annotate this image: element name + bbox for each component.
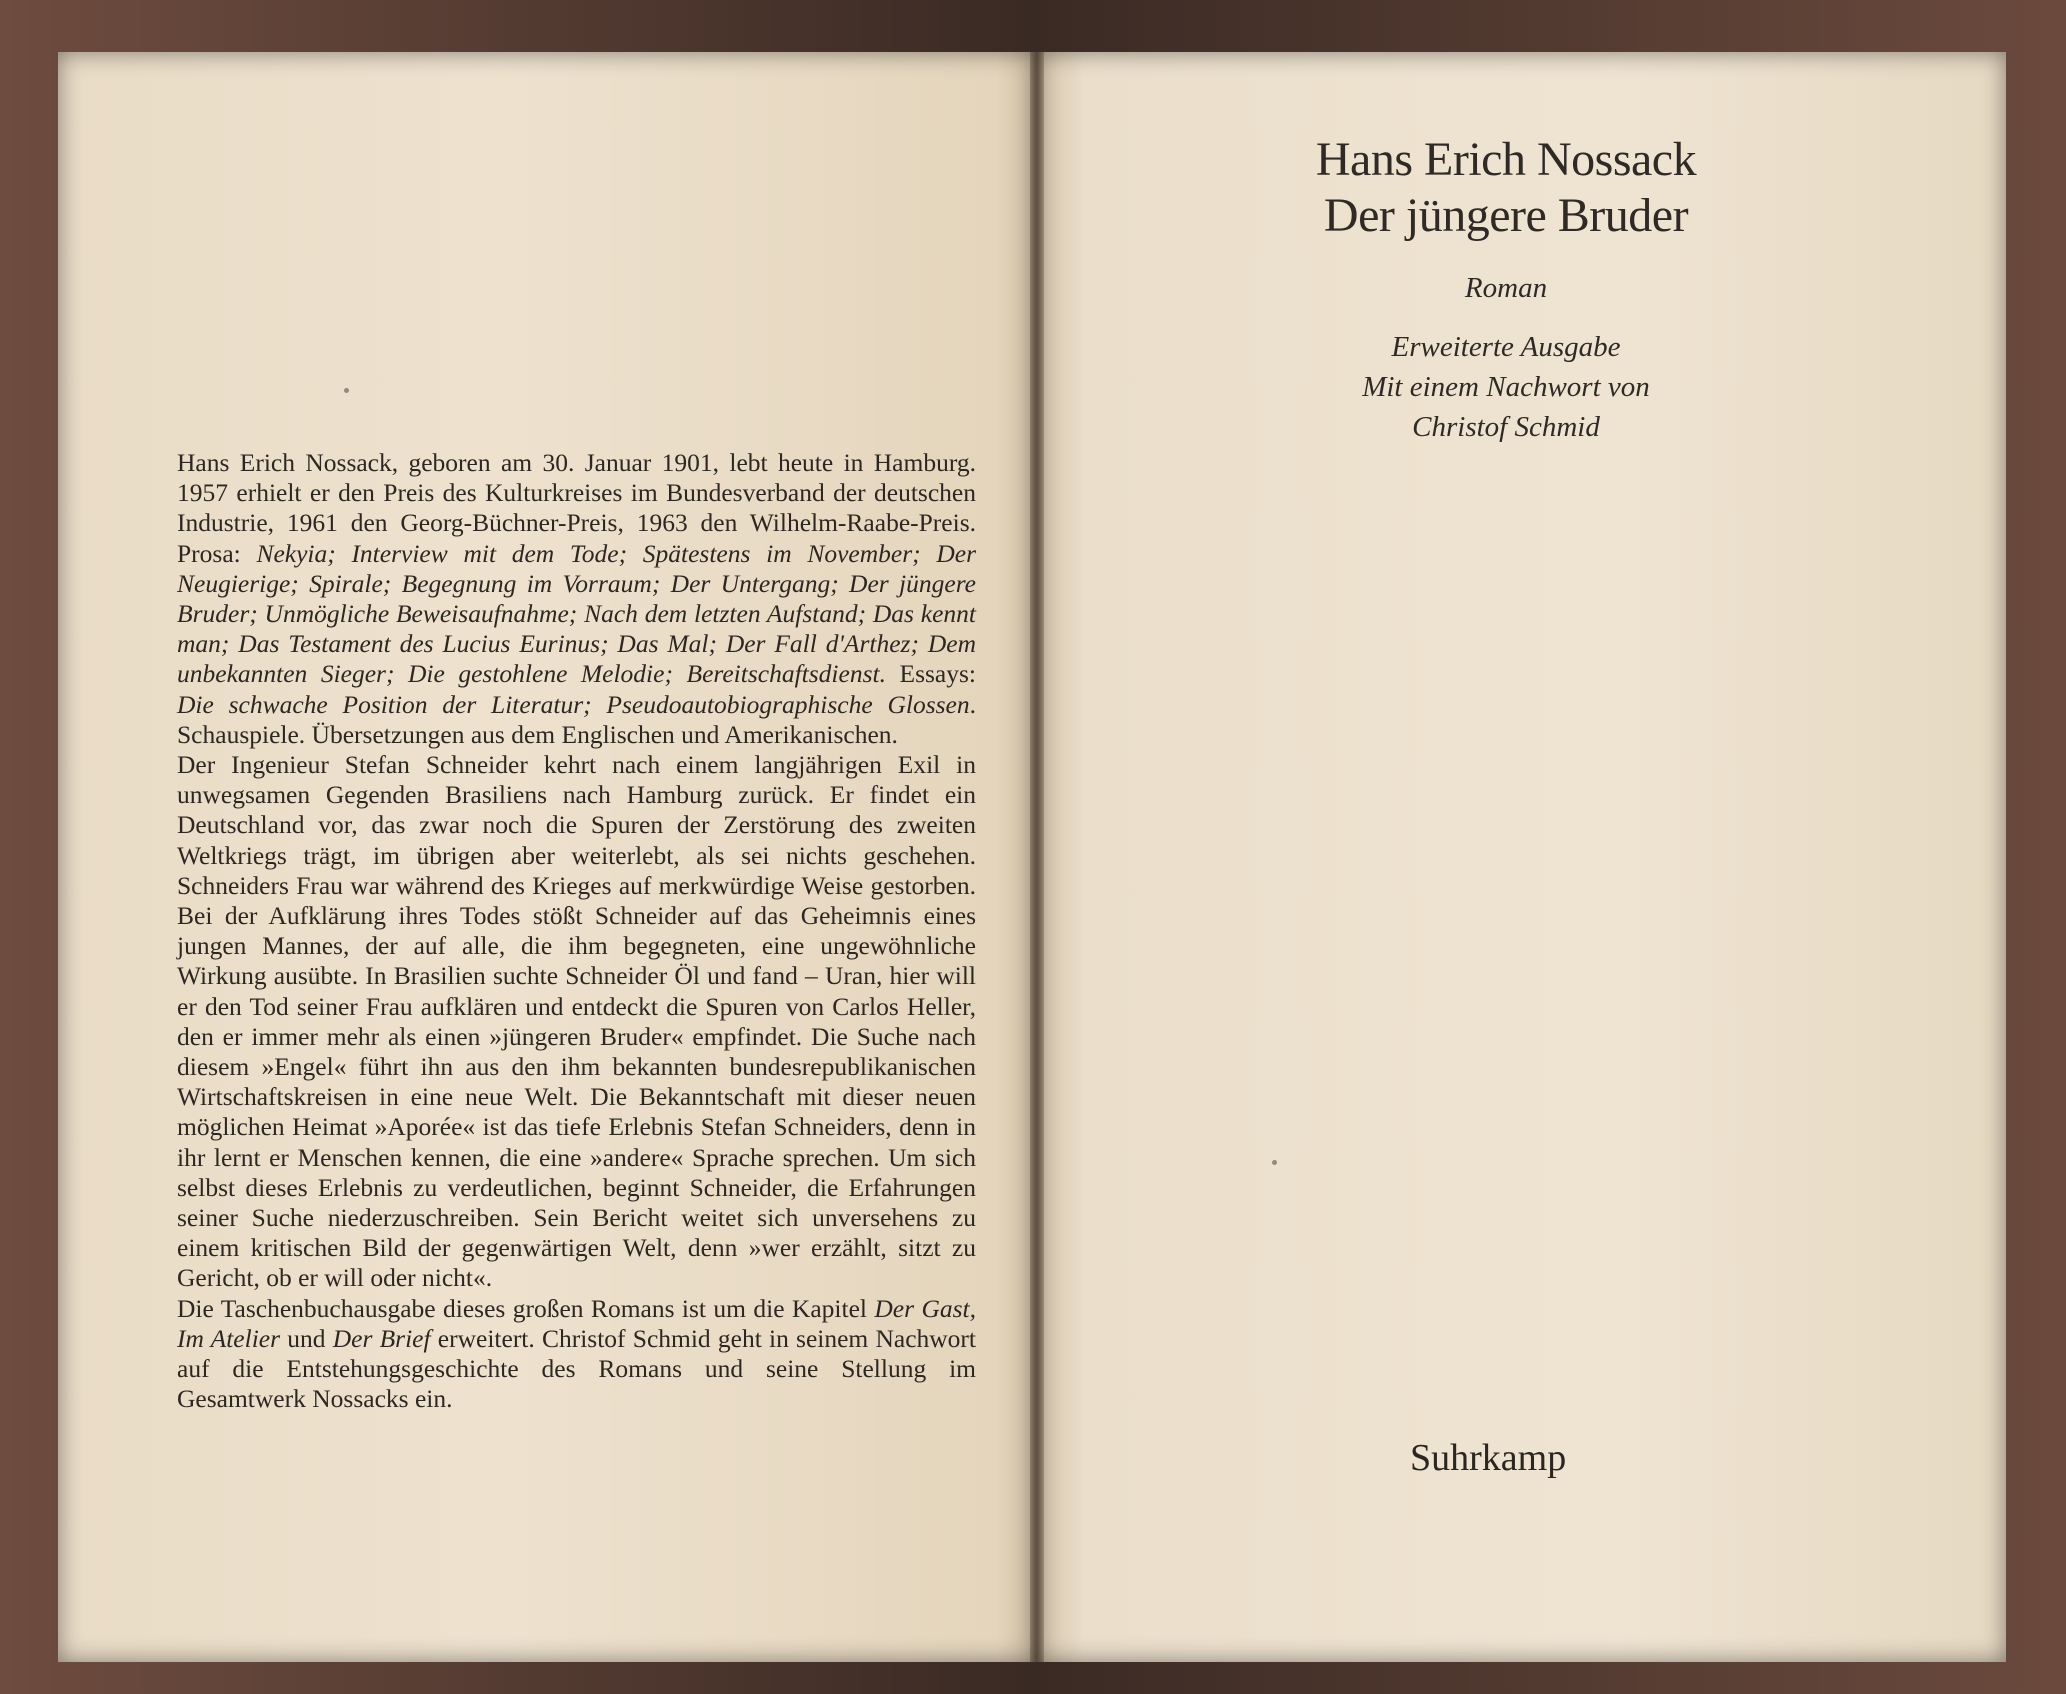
author-biography — [177, 448, 976, 750]
publisher-name: Suhrkamp — [1410, 1437, 1567, 1479]
edition-line-3: Christof Schmid — [1412, 411, 1600, 443]
prose-works-list: Nekyia; Interview mit dem Tode; Spätestens im November; Der Neugierige; Spirale; Begegnung im Vorraum; Der Untergang; Der jüngere Bruder; Unmögliche Beweisaufnahme; Nach dem letzten Aufstand; Das kennt man; Das Testament des Lucius Eurinus; Das Mal; Der Fall d'Arthez; Dem unbekannten Sieger; Die gestohlene Melodie; Bereitschaftsdienst. — [177, 538, 976, 689]
book-gutter — [1030, 52, 1044, 1662]
genre-label: Roman — [1464, 272, 1548, 304]
edition-note-tail: erweitert. Christof Schmid geht in seinem Nachwort auf die Entstehungsgeschichte des Romans und seine Stellung im Gesamtwerk Nossacks ein. — [177, 1323, 977, 1414]
edition-line-2: Mit einem Nachwort von — [1362, 371, 1650, 403]
title-page-block — [1236, 132, 1776, 447]
added-chapters: Der Gast, Im Atelier — [177, 1293, 976, 1353]
back-cover-blurb — [177, 448, 976, 1415]
biography-text: Hans Erich Nossack, geboren am 30. Januar 1901, lebt heute in Hamburg. 1957 erhielt er den Preis des Kulturkreises im Bundesverband der deutschen Industrie, 1961 den Georg-Büchner-Preis, 1963 den Wilhelm-Raabe-Preis. Prosa: — [177, 448, 976, 568]
biography-tail: . Schauspiele. Übersetzungen aus dem Englischen und Amerikanischen. — [177, 689, 976, 749]
book-title: Der jüngere Bruder — [1323, 189, 1689, 242]
edition-info — [1236, 327, 1776, 447]
edition-line-1: Erweiterte Ausgabe — [1391, 331, 1621, 363]
paper-speck — [344, 388, 349, 393]
edition-note — [177, 1294, 976, 1415]
novel-synopsis: Der Ingenieur Stefan Schneider kehrt nach einem langjährigen Exil in unwegsamen Gegenden Brasiliens nach Hamburg zurück. Er findet ein Deutschland vor, das zwar noch die Spuren der Zerstörung des zweiten Weltkriegs trägt, im übrigen aber weiterlebt, als sei nichts geschehen. Schneiders Frau war während des Krieges auf merkwürdige Weise gestorben. Bei der Aufklärung ihres Todes stößt Schneider auf das Geheimnis eines jungen Mannes, der auf alle, die ihm begegneten, eine ungewöhnliche Wirkung ausübte. In Brasilien suchte Schneider Öl und fand – Uran, hier will er den Tod seiner Frau aufklären und entdeckt die Spuren von Carlos Heller, den er immer mehr als einen »jüngeren Bruder« empfindet. Die Suche nach diesem »Engel« führt ihn aus den ihm bekannten bundesrepublikanischen Wirtschaftskreisen in eine neue Welt. Die Bekanntschaft mit dieser neuen möglichen Heimat »Aporée« ist das tiefe Erlebnis Stefan Schneiders, denn in ihr lernt er Menschen kennen, die eine »andere« Sprache sprechen. Um sich selbst dieses Erlebnis zu verdeutlichen, beginnt Schneider, die Erfahrungen seiner Suche niederzuschreiben. Sein Bericht weitet sich unversehens zu einem kritischen Bild der gegenwärtigen Welt, denn »wer erzählt, sitzt zu Gericht, ob er will oder nicht«. — [177, 750, 976, 1293]
paper-speck — [1272, 1160, 1277, 1165]
edition-note-connector: und — [280, 1323, 333, 1353]
author-name: Hans Erich Nossack — [1315, 133, 1697, 186]
added-chapter: Der Brief — [332, 1323, 431, 1353]
essays-label: Essays: — [885, 659, 976, 689]
essays-list: Die schwache Position der Literatur; Pseudoautobiographische Glossen — [177, 689, 970, 719]
edition-note-text: Die Taschenbuchausgabe dieses großen Romans ist um die Kapitel — [177, 1293, 875, 1323]
